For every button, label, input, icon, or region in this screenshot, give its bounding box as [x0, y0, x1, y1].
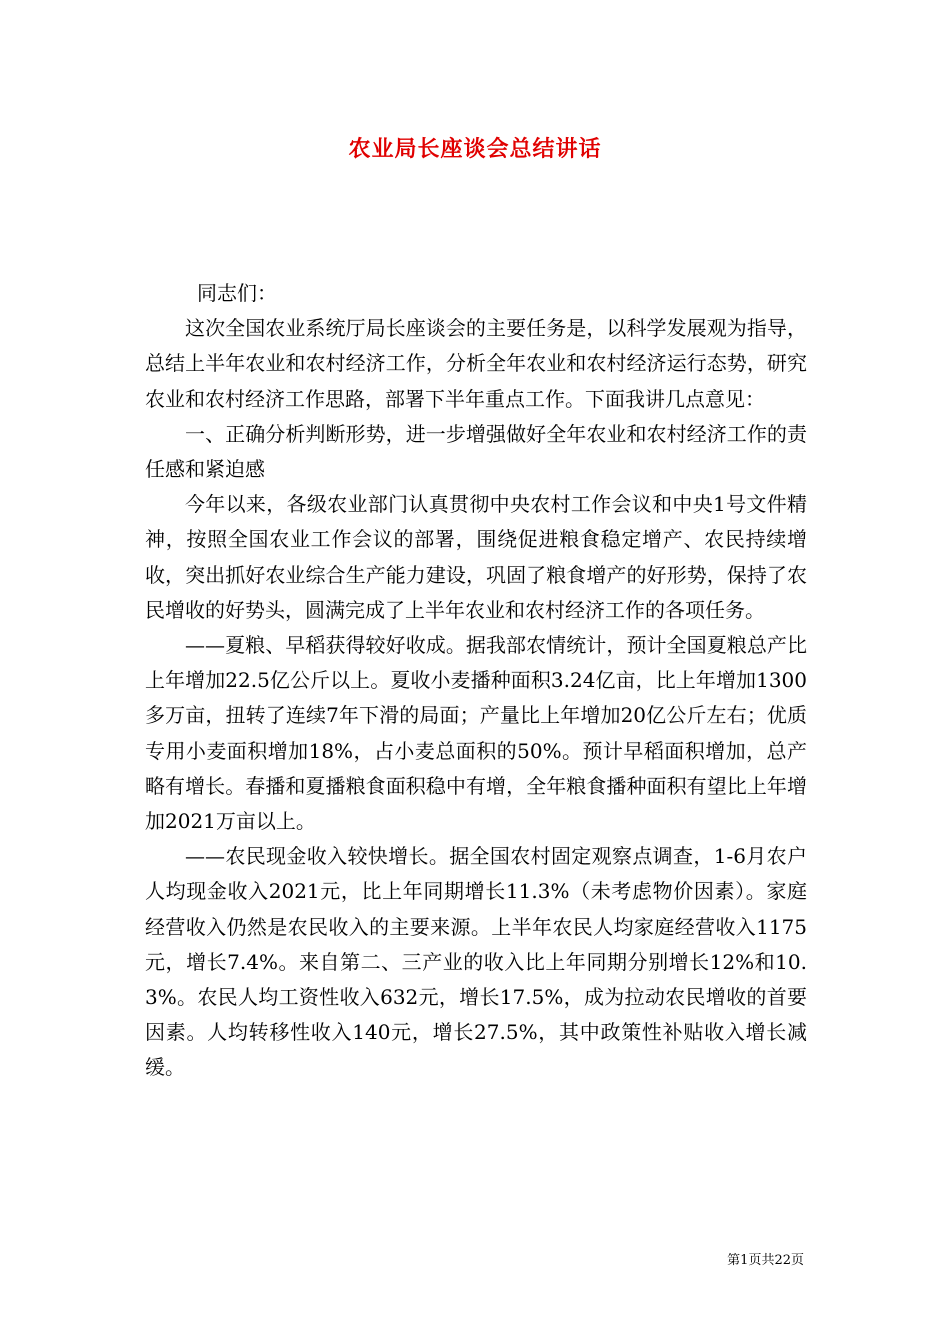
section-heading-1: 一、正确分析判断形势，进一步增强做好全年农业和农村经济工作的责任感和紧迫感: [145, 421, 807, 482]
page-number: 第1页共22页: [727, 1253, 804, 1268]
document-title: 农业局长座谈会总结讲话: [348, 136, 602, 162]
document-body: [145, 276, 807, 1086]
paragraph-grain-harvest: ——夏粮、早稻获得较好收成。据我部农情统计，预计全国夏粮总产比上年增加22.5亿公斤以上。夏收小麦播种面积3.24亿亩，比上年增加1300多万亩，扭转了连续7年下滑的局面；产量比上年增加20亿公斤左右；优质专用小麦面积增加18%，占小麦总面积的50%。预计早稻面积增加，总产略有增长。春播和夏播粮食面积稳中有增，全年粮食播种面积有望比上年增加2021万亩以上。: [145, 633, 807, 834]
paragraph-farmer-income: ——农民现金收入较快增长。据全国农村固定观察点调查，1-6月农户人均现金收入2021元，比上年同期增长11.3%（未考虑物价因素）。家庭经营收入仍然是农民收入的主要来源。上半年农民人均家庭经营收入1175元，增长7.4%。来自第二、三产业的收入比上年同期分别增长12%和10.3%。农民人均工资性收入632元，增长17.5%，成为拉动农民增收的首要因素。人均转移性收入140元，增长27.5%，其中政策性补贴收入增长减缓。: [145, 844, 807, 1080]
paragraph-intro: 这次全国农业系统厅局长座谈会的主要任务是，以科学发展观为指导，总结上半年农业和农村经济工作，分析全年农业和农村经济运行态势，研究农业和农村经济工作思路，部署下半年重点工作。下面我讲几点意见：: [145, 316, 807, 411]
salutation: 同志们：: [197, 281, 277, 305]
paragraph-overview: 今年以来，各级农业部门认真贯彻中央农村工作会议和中央1号文件精神，按照全国农业工作会议的部署，围绕促进粮食稳定增产、农民持续增收，突出抓好农业综合生产能力建设，巩固了粮食增产的好形势，保持了农民增收的好势头，圆满完成了上半年农业和农村经济工作的各项任务。: [145, 492, 807, 622]
